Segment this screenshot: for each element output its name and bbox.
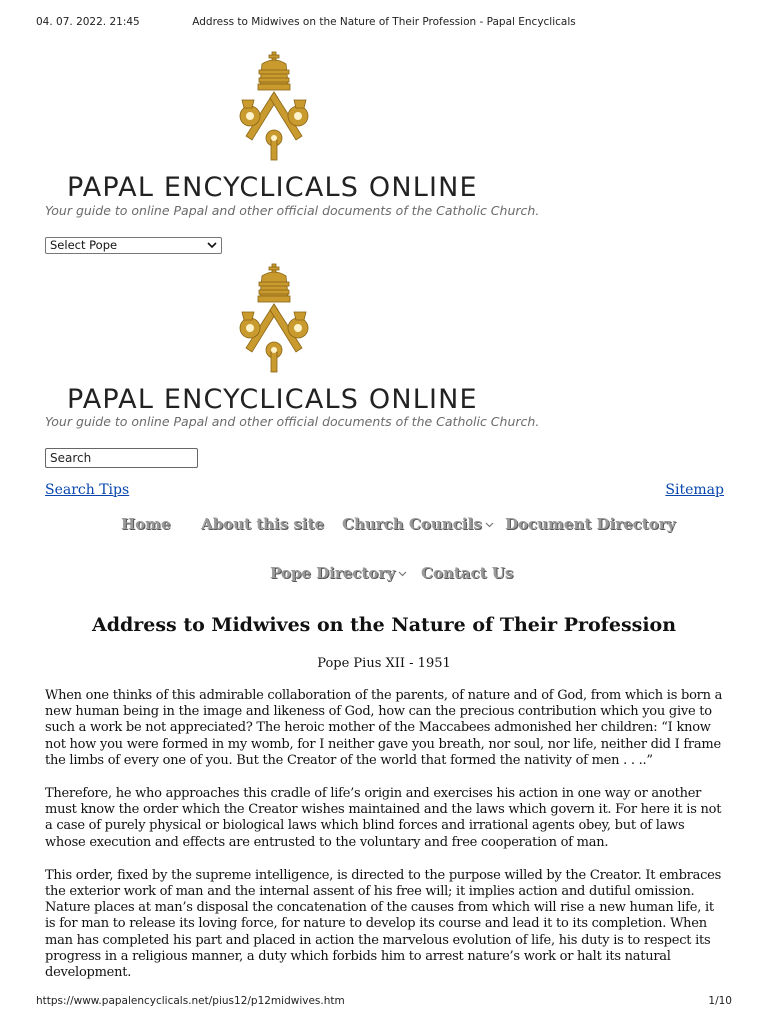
print-header xyxy=(36,16,732,30)
article-body xyxy=(45,688,727,998)
nav-church-councils-label: Church Councils xyxy=(342,515,482,533)
chevron-down-icon xyxy=(485,522,494,528)
paragraph: Therefore, he who approaches this cradle of life’s origin and exercises his action in one way or another must know the order which the Creator wishes maintained and the laws which govern it. For here it is not a case of purely physical or biological laws which blind forces and irrational agents obey, but of laws whose execution and effects are entrusted to the voluntary and free cooperation of man. xyxy=(45,786,722,850)
papal-emblem-svg xyxy=(238,50,310,166)
print-page-number: 1/10 xyxy=(708,995,732,1007)
sitemap-link[interactable]: Sitemap xyxy=(665,482,724,498)
paragraph: This order, fixed by the supreme intelligence, is directed to the purpose willed by the Creator. It embraces the exterior work of man and the internal assent of his free will; it implies action and dutiful omission. Nature places at man’s disposal the concatenation of the causes from which will rise a new human life, it is for man to release its loving force, for nature to develop its course and lead it to its completion. When man has completed his part and placed in action the marvelous evolution of life, his duty is to respect its progress in a religious manner, a duty which forbids him to arrest nature’s work or halt its natural development. xyxy=(45,867,722,981)
nav-document-directory[interactable]: Document Directory xyxy=(505,515,676,533)
chevron-down-icon xyxy=(398,571,407,577)
search-input[interactable]: Search xyxy=(45,448,198,468)
site-tagline: Your guide to online Papal and other official documents of the Catholic Church. xyxy=(45,203,540,218)
nav-contact-us[interactable]: Contact Us xyxy=(421,564,514,582)
papal-emblem-icon xyxy=(238,262,310,378)
print-footer xyxy=(36,995,732,1009)
print-url: https://www.papalencyclicals.net/pius12/p12midwives.htm xyxy=(36,995,345,1007)
nav-pope-directory-label: Pope Directory xyxy=(270,564,395,582)
paragraph: When one thinks of this admirable collaboration of the parents, of nature and of God, from which is born a new human being in the image and likeness of God, how can the precious contribution which you give to such a work be not appreciated? The heroic mother of the Maccabees admonished her children: “I know not how you were formed in my womb, for I neither gave you breath, nor soul, nor life, neither did I frame the limbs of every one of you. But the Creator of the world that formed the nativity of men . . ..” xyxy=(45,688,723,768)
site-name[interactable]: PAPAL ENCYCLICALS ONLINE xyxy=(67,172,478,203)
papal-emblem-icon xyxy=(238,50,310,166)
nav-church-councils[interactable] xyxy=(342,515,494,533)
nav-about[interactable]: About this site xyxy=(201,515,325,533)
search-tips-link[interactable]: Search Tips xyxy=(45,482,130,498)
print-document-title: Address to Midwives on the Nature of Their Profession - Papal Encyclicals xyxy=(192,16,576,28)
chevron-down-icon xyxy=(207,242,217,249)
site-tagline: Your guide to online Papal and other official documents of the Catholic Church. xyxy=(45,414,540,429)
nav-home[interactable]: Home xyxy=(121,515,171,533)
nav-pope-directory[interactable] xyxy=(270,564,407,582)
article-byline: Pope Pius XII - 1951 xyxy=(317,656,451,671)
page-title: Address to Midwives on the Nature of Their Profession xyxy=(91,614,677,636)
papal-emblem-svg xyxy=(238,262,310,378)
select-pope-dropdown[interactable] xyxy=(45,237,222,254)
select-pope-value: Select Pope xyxy=(50,238,118,252)
print-timestamp: 04. 07. 2022. 21:45 xyxy=(36,16,140,28)
site-name[interactable]: PAPAL ENCYCLICALS ONLINE xyxy=(67,384,478,415)
